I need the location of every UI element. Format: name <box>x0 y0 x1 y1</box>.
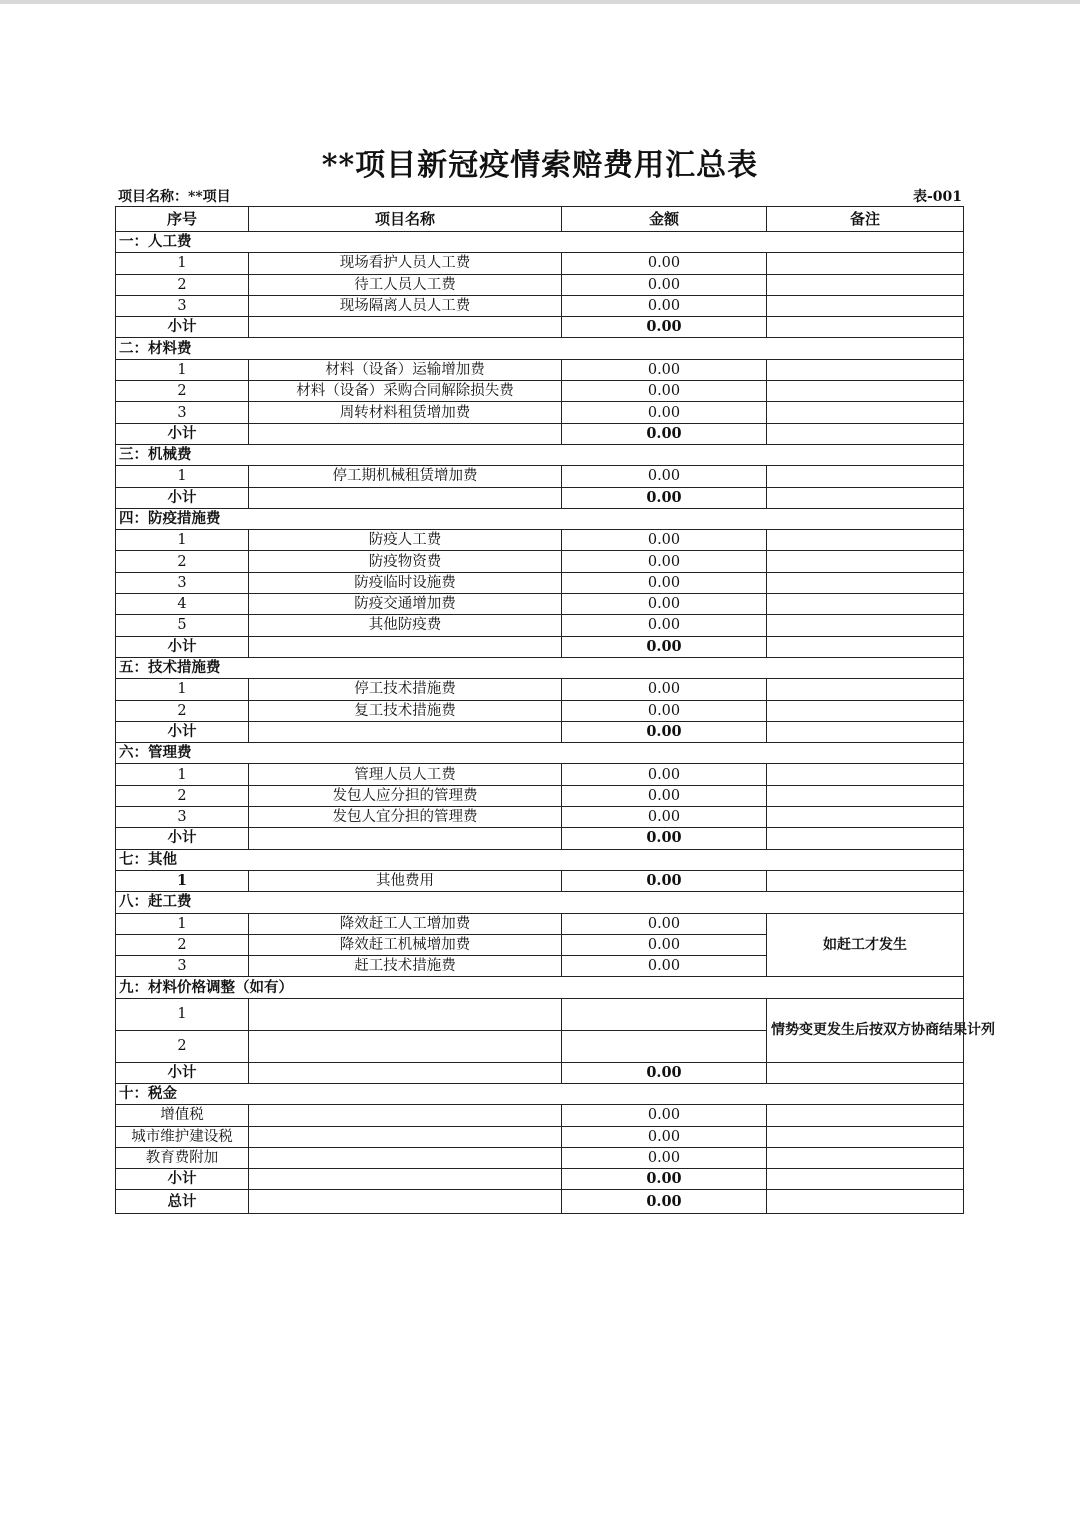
row-remark <box>767 402 964 423</box>
row-name <box>249 1030 562 1062</box>
subtotal-row <box>116 721 964 742</box>
row-name: 停工技术措施费 <box>249 679 562 700</box>
row-no: 3 <box>116 402 249 423</box>
row-name: 其他防疫费 <box>249 615 562 636</box>
row-no: 2 <box>116 1030 249 1062</box>
table-row <box>116 402 964 423</box>
row-tax-name: 城市维护建设税 <box>116 1126 249 1147</box>
row-no: 3 <box>116 572 249 593</box>
section-title: 六：管理费 <box>116 743 964 764</box>
row-name: 防疫物资费 <box>249 551 562 572</box>
subtotal-row <box>116 423 964 444</box>
row-name: 防疫临时设施费 <box>249 572 562 593</box>
row-amount: 0.00 <box>562 1126 767 1147</box>
row-tax-name: 教育费附加 <box>116 1147 249 1168</box>
subtotal-name <box>249 487 562 508</box>
table-row <box>116 913 964 934</box>
subtotal-row <box>116 317 964 338</box>
subtotal-remark <box>767 487 964 508</box>
row-amount: 0.00 <box>562 807 767 828</box>
row-remark <box>767 359 964 380</box>
row-remark <box>767 1126 964 1147</box>
section-title: 五：技术措施费 <box>116 657 964 678</box>
subtotal-label: 小计 <box>116 636 249 657</box>
row-no: 2 <box>116 700 249 721</box>
section-title: 三：机械费 <box>116 444 964 465</box>
row-name: 降效赶工机械增加费 <box>249 934 562 955</box>
subtotal-remark <box>767 317 964 338</box>
row-name: 待工人员人工费 <box>249 274 562 295</box>
row-name <box>249 1147 562 1168</box>
top-edge <box>0 0 1080 4</box>
subtotal-label: 小计 <box>116 487 249 508</box>
table-row <box>116 1147 964 1168</box>
row-no: 2 <box>116 274 249 295</box>
row-name: 现场隔离人员人工费 <box>249 295 562 316</box>
table-row <box>116 1126 964 1147</box>
row-remark <box>767 381 964 402</box>
row-name: 管理人员人工费 <box>249 764 562 785</box>
section-row <box>116 444 964 465</box>
row-no: 2 <box>116 381 249 402</box>
table-row <box>116 1105 964 1126</box>
header-remark: 备注 <box>767 207 964 232</box>
subtotal-label: 小计 <box>116 721 249 742</box>
row-remark <box>767 253 964 274</box>
row-name: 降效赶工人工增加费 <box>249 913 562 934</box>
row-amount: 0.00 <box>562 679 767 700</box>
project-name: 项目名称：**项目 <box>118 189 231 205</box>
row-remark <box>767 785 964 806</box>
row-amount: 0.00 <box>562 934 767 955</box>
row-amount: 0.00 <box>562 615 767 636</box>
row-name: 停工期机械租赁增加费 <box>249 466 562 487</box>
header-row <box>116 207 964 232</box>
table-row <box>116 466 964 487</box>
subtotal-remark <box>767 828 964 849</box>
section-title: 八：赶工费 <box>116 892 964 913</box>
row-no: 2 <box>116 551 249 572</box>
row-name: 其他费用 <box>249 870 562 891</box>
subtotal-row <box>116 828 964 849</box>
row-amount: 0.00 <box>562 764 767 785</box>
section-title: 一：人工费 <box>116 232 964 253</box>
table-row <box>116 785 964 806</box>
subtotal-name <box>249 317 562 338</box>
section-title: 十：税金 <box>116 1083 964 1104</box>
row-amount: 0.00 <box>562 381 767 402</box>
row-amount: 0.00 <box>562 253 767 274</box>
row-no: 3 <box>116 956 249 977</box>
section-row <box>116 892 964 913</box>
row-name: 复工技术措施费 <box>249 700 562 721</box>
subtotal-remark <box>767 423 964 444</box>
subtotal-amount: 0.00 <box>562 1062 767 1083</box>
table-row <box>116 679 964 700</box>
table-row <box>116 764 964 785</box>
subtotal-label: 小计 <box>116 828 249 849</box>
row-name <box>249 1126 562 1147</box>
row-amount <box>562 998 767 1030</box>
section-row <box>116 232 964 253</box>
section-title: 四：防疫措施费 <box>116 508 964 529</box>
row-tax-name: 增值税 <box>116 1105 249 1126</box>
row-amount: 0.00 <box>562 530 767 551</box>
row-no: 1 <box>116 530 249 551</box>
row-name: 材料（设备）运输增加费 <box>249 359 562 380</box>
section-title: 九：材料价格调整（如有） <box>116 977 964 998</box>
section-title: 二：材料费 <box>116 338 964 359</box>
row-no: 1 <box>116 466 249 487</box>
subtotal-remark <box>767 1169 964 1190</box>
row-amount: 0.00 <box>562 466 767 487</box>
table-row <box>116 295 964 316</box>
section-title: 七：其他 <box>116 849 964 870</box>
row-remark <box>767 274 964 295</box>
row-no: 3 <box>116 807 249 828</box>
row-amount: 0.00 <box>562 551 767 572</box>
row-name: 发包人宜分担的管理费 <box>249 807 562 828</box>
total-remark <box>767 1190 964 1214</box>
subtotal-amount: 0.00 <box>562 828 767 849</box>
subtotal-name <box>249 1062 562 1083</box>
row-remark <box>767 551 964 572</box>
row-no: 1 <box>116 913 249 934</box>
subtotal-amount: 0.00 <box>562 487 767 508</box>
row-no: 2 <box>116 785 249 806</box>
table-row <box>116 615 964 636</box>
table-body <box>116 232 995 1214</box>
subtotal-row <box>116 636 964 657</box>
subtotal-amount: 0.00 <box>562 721 767 742</box>
row-remark <box>767 615 964 636</box>
subtotal-row <box>116 1169 964 1190</box>
row-no: 2 <box>116 934 249 955</box>
row-remark <box>767 530 964 551</box>
row-no: 1 <box>116 679 249 700</box>
row-amount: 0.00 <box>562 870 767 891</box>
row-remark <box>767 870 964 891</box>
row-remark <box>767 764 964 785</box>
row-remark <box>767 1105 964 1126</box>
section-row <box>116 977 964 998</box>
table-row <box>116 253 964 274</box>
row-remark <box>767 679 964 700</box>
row-amount: 0.00 <box>562 785 767 806</box>
subtotal-label: 小计 <box>116 317 249 338</box>
row-remark <box>767 1147 964 1168</box>
page-title: **项目新冠疫情索赔费用汇总表 <box>321 148 759 183</box>
row-no: 3 <box>116 295 249 316</box>
table-row <box>116 274 964 295</box>
row-amount: 0.00 <box>562 402 767 423</box>
row-amount: 0.00 <box>562 572 767 593</box>
row-amount: 0.00 <box>562 700 767 721</box>
table-row <box>116 998 964 1030</box>
header-no: 序号 <box>116 207 249 232</box>
table-code: 表-001 <box>912 189 962 205</box>
subtotal-name <box>249 636 562 657</box>
table-row <box>116 572 964 593</box>
subtotal-amount: 0.00 <box>562 317 767 338</box>
row-amount <box>562 1030 767 1062</box>
row-no: 4 <box>116 594 249 615</box>
row-name: 防疫交通增加费 <box>249 594 562 615</box>
row-remark-merged: 如赶工才发生 <box>767 913 964 977</box>
subtotal-name <box>249 1169 562 1190</box>
subtotal-remark <box>767 1062 964 1083</box>
table-row <box>116 381 964 402</box>
total-label: 总计 <box>116 1190 249 1214</box>
section-row <box>116 849 964 870</box>
row-name: 现场看护人员人工费 <box>249 253 562 274</box>
row-remark <box>767 807 964 828</box>
row-amount: 0.00 <box>562 913 767 934</box>
subtotal-row <box>116 1062 964 1083</box>
subtotal-name <box>249 828 562 849</box>
row-amount: 0.00 <box>562 359 767 380</box>
section-row <box>116 338 964 359</box>
row-name: 材料（设备）采购合同解除损失费 <box>249 381 562 402</box>
row-amount: 0.00 <box>562 295 767 316</box>
subtotal-name <box>249 721 562 742</box>
subtotal-remark <box>767 721 964 742</box>
total-name <box>249 1190 562 1214</box>
row-name: 周转材料租赁增加费 <box>249 402 562 423</box>
table-row <box>116 870 964 891</box>
subtotal-amount: 0.00 <box>562 1169 767 1190</box>
row-remark <box>767 594 964 615</box>
subtotal-row <box>116 487 964 508</box>
row-remark <box>767 700 964 721</box>
row-amount: 0.00 <box>562 1147 767 1168</box>
table-row <box>116 700 964 721</box>
row-no: 1 <box>116 998 249 1030</box>
row-amount: 0.00 <box>562 594 767 615</box>
table-row <box>116 594 964 615</box>
row-remark <box>767 572 964 593</box>
subtotal-amount: 0.00 <box>562 636 767 657</box>
header-amount: 金额 <box>562 207 767 232</box>
subtotal-label: 小计 <box>116 1169 249 1190</box>
row-remark <box>767 295 964 316</box>
subtotal-remark <box>767 636 964 657</box>
row-no: 1 <box>116 253 249 274</box>
subtotal-label: 小计 <box>116 1062 249 1083</box>
subtotal-label: 小计 <box>116 423 249 444</box>
row-no: 1 <box>116 359 249 380</box>
row-no: 1 <box>116 764 249 785</box>
total-row <box>116 1190 964 1214</box>
subtotal-name <box>249 423 562 444</box>
row-amount: 0.00 <box>562 956 767 977</box>
table-row <box>116 530 964 551</box>
cost-summary-table <box>115 206 995 1214</box>
header-name: 项目名称 <box>249 207 562 232</box>
subtotal-amount: 0.00 <box>562 423 767 444</box>
total-amount: 0.00 <box>562 1190 767 1214</box>
table-row <box>116 551 964 572</box>
row-amount: 0.00 <box>562 274 767 295</box>
row-name: 赶工技术措施费 <box>249 956 562 977</box>
row-name <box>249 1105 562 1126</box>
section-row <box>116 1083 964 1104</box>
row-remark-merged: 情势变更发生后按双方协商结果计列 <box>767 998 964 1062</box>
section-row <box>116 657 964 678</box>
section-row <box>116 508 964 529</box>
row-amount: 0.00 <box>562 1105 767 1126</box>
row-no: 1 <box>116 870 249 891</box>
table-row <box>116 359 964 380</box>
row-remark <box>767 466 964 487</box>
table-row <box>116 807 964 828</box>
row-name: 发包人应分担的管理费 <box>249 785 562 806</box>
section-row <box>116 743 964 764</box>
row-no: 5 <box>116 615 249 636</box>
row-name: 防疫人工费 <box>249 530 562 551</box>
row-name <box>249 998 562 1030</box>
